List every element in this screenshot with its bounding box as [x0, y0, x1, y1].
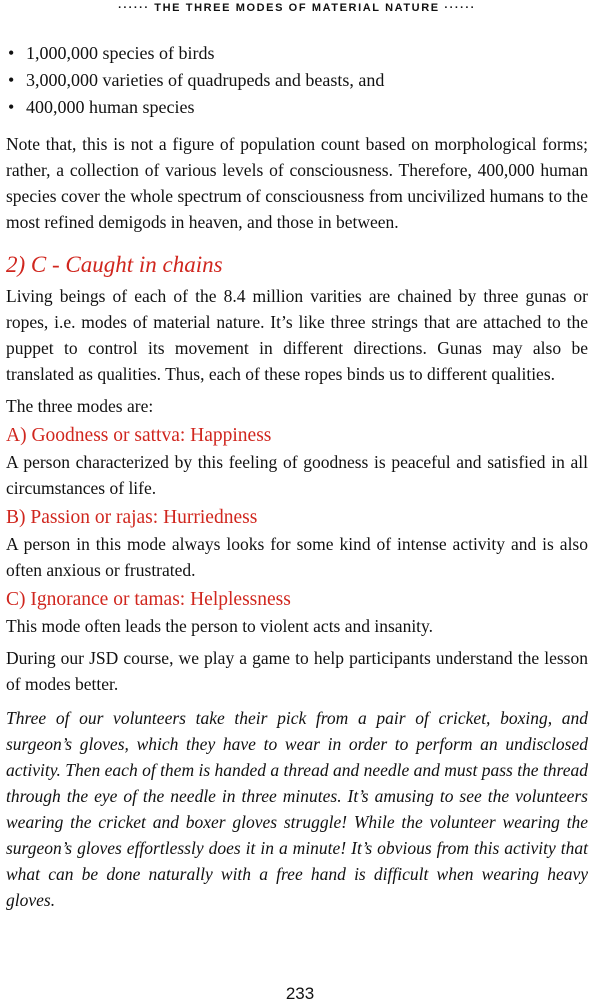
bullet-icon: • [8, 43, 15, 63]
bullet-icon: • [8, 70, 15, 90]
list-item [6, 94, 588, 121]
mode-heading-passion: B) Passion or rajas: Hurriedness [6, 507, 258, 528]
mode-text-ignorance: This mode often leads the person to violent acts and insanity. [6, 616, 434, 636]
list-item-text: 1,000,000 species of birds [26, 43, 215, 63]
section-heading: 2) C - Caught in chains [6, 252, 223, 277]
mode-heading-goodness: A) Goodness or sattva: Happiness [6, 425, 272, 446]
mode-text-goodness: A person characterized by this feeling of goodness is peaceful and satisfied in all circumstances of life. [6, 452, 588, 498]
list-item [6, 67, 588, 94]
page-number: 233 [285, 984, 315, 1003]
mode-heading-ignorance: C) Ignorance or tamas: Helplessness [6, 589, 291, 610]
activity-paragraph: Three of our volunteers take their pick from a pair of cricket, boxing, and surgeon’s gloves, which they have to wear in order to perform an undisclosed activity. Then each of them is handed a thread and needle and must pass the thread through the eye of the needle in three minutes. It’s amusing to see the volunteers wearing the cricket and boxer gloves struggle! While the volunteer wearing the surgeon’s gloves effortlessly does it in a minute! It’s obvious from this activity that what can be done naturally with a free hand is difficult when wearing heavy gloves. [6, 708, 588, 910]
running-header: ······ THE THREE MODES OF MATERIAL NATURE ······ [118, 2, 476, 14]
section-intro-paragraph: Living beings of each of the 8.4 million varities are chained by three gunas or ropes, i.e. modes of material nature. It’s like three strings that are attached to the puppet to control its movement in different directions. Gunas may also be translated as qualities. Thus, each of these ropes binds us to different qualities. [6, 286, 588, 384]
bullet-icon: • [8, 97, 15, 117]
modes-lead-paragraph: The three modes are: [6, 396, 154, 416]
list-item-text: 400,000 human species [26, 97, 195, 117]
course-paragraph: During our JSD course, we play a game to help participants understand the lesson of modes better. [6, 648, 588, 694]
list-item [6, 40, 588, 67]
note-paragraph: Note that, this is not a figure of population count based on morphological forms; rather, a collection of various levels of consciousness. Therefore, 400,000 human species cover the whole spectrum of consciousness from uncivilized humans to the most refined demigods in heaven, and those in between. [6, 134, 588, 232]
mode-text-passion: A person in this mode always looks for some kind of intense activity and is also often anxious or frustrated. [6, 534, 588, 580]
species-list [6, 40, 588, 121]
list-item-text: 3,000,000 varieties of quadrupeds and beasts, and [26, 70, 385, 90]
